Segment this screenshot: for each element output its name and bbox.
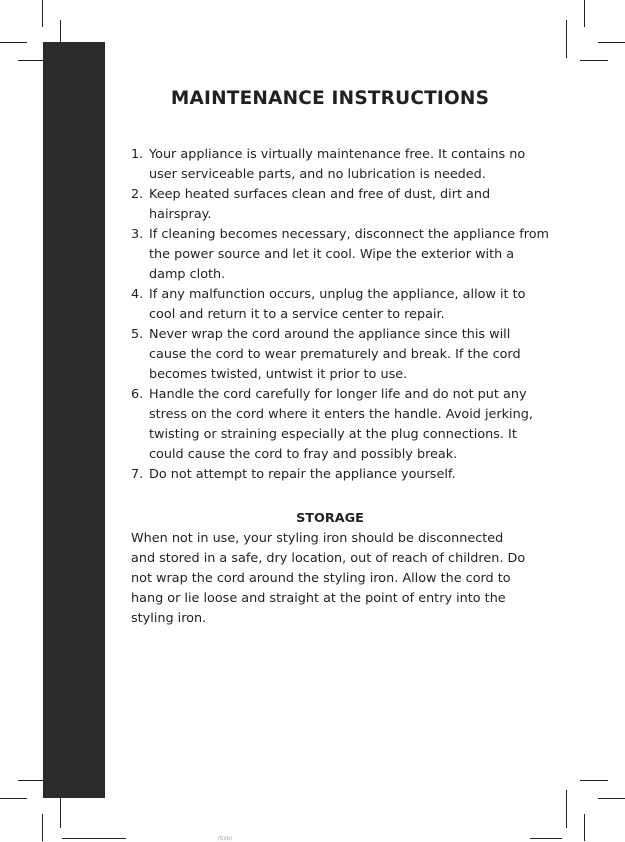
list-item xyxy=(131,225,551,285)
crop-mark xyxy=(580,60,608,61)
list-item xyxy=(131,325,551,385)
crop-mark xyxy=(566,20,567,58)
crop-mark xyxy=(18,780,46,781)
crop-mark xyxy=(584,814,585,841)
item-text: Do not attempt to repair the appliance yourself. xyxy=(149,467,456,482)
item-text: Handle the cord carefully for longer life and do not put any stress on the cord where it enters the handle. Avoid jerking, twisting or straining especially at the plug connections. It could cause the cord to fray and possibly break. xyxy=(149,387,533,462)
list-item xyxy=(131,385,551,465)
crop-mark xyxy=(566,790,567,828)
footer-mark: (5)(b) xyxy=(218,836,233,842)
storage-text: When not in use, your styling iron should be disconnected and stored in a safe, dry location, out of reach of children. Do not wrap the cord around the styling iron. Allow the cord to hang or lie loose and straight at the point of entry into the styling iron. xyxy=(131,531,526,626)
side-band xyxy=(43,42,105,798)
item-number: 7. xyxy=(131,467,144,482)
crop-mark xyxy=(42,814,43,841)
list-item xyxy=(131,285,551,325)
page-title: MAINTENANCE INSTRUCTIONS xyxy=(170,88,490,109)
crop-mark xyxy=(598,42,625,43)
list-item xyxy=(131,145,551,185)
item-text: If cleaning becomes necessary, disconnect the appliance from the power source and let it cool. Wipe the exterior with a damp cloth. xyxy=(149,227,549,282)
trim-line xyxy=(530,838,562,839)
crop-mark xyxy=(42,0,43,27)
item-number: 3. xyxy=(131,227,144,242)
item-text: Your appliance is virtually maintenance free. It contains no user serviceable parts, and no lubrication is needed. xyxy=(149,147,526,182)
crop-mark xyxy=(584,0,585,27)
item-number: 4. xyxy=(131,287,144,302)
storage-heading: STORAGE xyxy=(296,511,364,526)
crop-mark xyxy=(0,798,27,799)
list-item xyxy=(131,185,551,225)
crop-mark xyxy=(0,42,27,43)
item-text: If any malfunction occurs, unplug the appliance, allow it to cool and return it to a service center to repair. xyxy=(149,287,526,322)
item-number: 5. xyxy=(131,327,144,342)
item-number: 2. xyxy=(131,187,144,202)
item-text: Keep heated surfaces clean and free of dust, dirt and hairspray. xyxy=(149,187,491,222)
crop-mark xyxy=(580,780,608,781)
item-number: 6. xyxy=(131,387,144,402)
item-text: Never wrap the cord around the appliance since this will cause the cord to wear prematurely and break. If the cord becomes twisted, untwist it prior to use. xyxy=(149,327,521,382)
trim-line xyxy=(62,838,126,839)
crop-mark xyxy=(18,60,46,61)
crop-mark xyxy=(598,798,625,799)
instructions-list xyxy=(131,145,551,485)
list-item xyxy=(131,465,551,485)
item-number: 1. xyxy=(131,147,144,162)
